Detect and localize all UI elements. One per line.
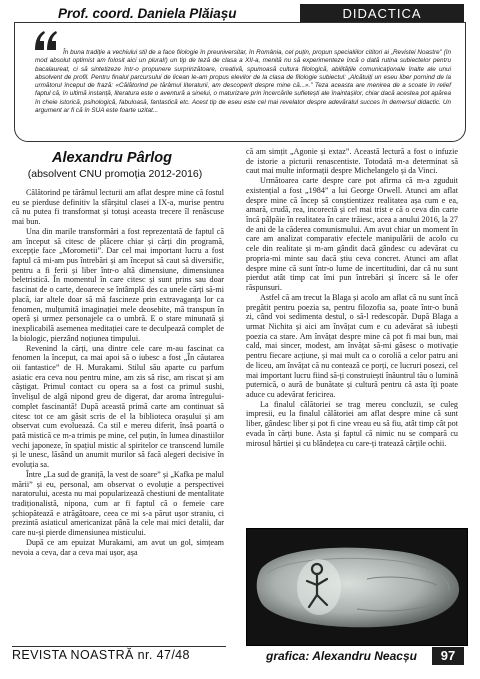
quote-mark-icon [32,28,60,52]
footer-divider [12,646,226,647]
article-column-left [12,188,224,557]
paragraph: Următoarea carte despre care pot afirma că m-a zguduit existențial a fost „1984” a lui George Orwell. Atunci am aflat despre mine că încep să conștientizez realitatea așa cum e ea, amară, crudă, rea, incorectă și cel mai trist e că o ceva din carte încă pâlpăie în realitatea în care trăiesc, acea a anului 2016, la 27 de ani de la căderea comunismului. Am avut chiar un moment în care am analizat comparativ efectele manipulării de acolo cu cele din realitate și m-am gândit dacă gândesc cu adevărat cu propria-mi minte sau dacă știu ceva concret. Atunci am aflat despre mine că sunt într-o lume de incertitudini, dar că nu sunt pierdut atât timp cat îmi pun întrebări și încerc să le ofer răspunsuri. [246,176,458,293]
paragraph: Revenind la cărți, una dintre cele care m-au fascinat ca fenomen la început, ca mai apoi să o iubesc a fost „În căutarea oii fantastice” de H. Murakami. Stilul său aparte cu parfum asiatic era ceva nou pentru mine, am zis să risc, am riscat și am câștigat. Primul contact cu opera sa a fost ca primul sushi, învelișul de algă nipond greu de digerat, dar aroma întregului-complet fascinantă! După această primă carte am continuat să citesc tot ce am găsit scris de el la biblioteca orașului și am observat cum evoluează. Ca stil e mereu diferit, însă poartă o pată mistică ce m-a trimis pe mine, cel puțin, în lumea dinastiilor vechi japoneze, în spațiul mistic al spiritelor ce transcend lumile și le unesc, lăsând un anumit murilor să facă alegeri decisive în evoluția sa. [12,343,224,470]
intro-text: În buna tradiție a vechiului stil de a face filologie în preuniversitar, în România, cel puțin, propun specialiilor cititori ai „Revistei Noastre” (în mod absolut optimist am folosit aici un plural!) un tip de teză de clasa a XII-a, menită nu să experimenteze încă o dată rutina subiectelor pentru bacalaureat, ci să sintetizeze într-o propunere surprinzătoare, creativă, spumoasă cultura filologică, abilitățile comunicaționale înalte ale unui absolvent de profil. Pentru finalul parcursului de licean le-am propus elevilor de la clasa de filologie subiectul: „Alcătuiți un eseu liber pornind de la următorul început de frază: «Călătorind pe tărâmul literaturii, am descoperit despre mine că...».” Teza aceasta are menirea de a scoate în relief faptul că, în ultimă instanță, literatura este o aventură a sinelui, o maturizare prin încercările sufletești ale înaintașilor, chiar dacă acestea pot apărea în cheie istorică, psihologică, fabuloasă, fantastică etc. Acest tip de eseu este cel mai revelator despre adevăratul succes în demersul didactic. Un argument ar fi că în SUA este foarte uzitat... [35,49,451,114]
article-column-right [246,147,458,448]
paragraph: Călătorind pe tărâmul lecturii am aflat despre mine că fostul eu se pierduse definitiv la sfârșitul clasei a IX-a, murise pentru că nu putea fi transformat și totuși aceasta trecere îl renăscuse mai bun. [12,188,224,227]
paragraph: Una din marile transformări a fost reprezentată de faptul că am început să citesc de plăcere chiar și cărți din programă, excepție face „Morometii”. Dar cel mai important lucru a fost faptul că mi-am pus întrebări și am început să caut să diversific, pentru a fi ferii și liber într-o altă dimensiune, dimensiunea beletristică. În momentul în care citesc și sunt prins sau doar fascinat de o carte, deoarece se întâmplă des ca unele cărți să-mi placă, iar altele doar să mă fascineze prin extravaganța lor ca fenomen, mulțumită imaginației mele deosebite, mă transpun în operă și urmez personajele ca o umbră. E o stare minunată și inexplicabilă asemenea meditației care te deculpează complet de la biologic, pierzând noțiunea timpului. [12,226,224,343]
paragraph: Între „La sud de graniță, la vest de soare” și „Kafka pe malul mării” și eu, personal, am observat o evoluție a perspectivei naratorului, acesta nu mai popularizează chestiuni de mentalitate tradiționalistă, nipona, cum ar fi faptul că o femeie care șchiopătează e atrăgătoare, ceea ce mi s-a părut ușor straniu, ci prezintă asiaticul americanizat până la cele mai mici detalii, dar care nu-și pierde dimensiunea misticului. [12,469,224,538]
article-subtitle: (absolvent CNU promoția 2012-2016) [27,168,203,180]
intro-box [14,22,466,142]
paragraph: La finalul călătoriei se trag mereu concluzii, se culeg impresii, eu la finalul călătoriei am aflat despre mine că sunt liber, gândesc liber și pot fi cine vreau eu să fiu, atât timp cât pot evada în cărți bune. Asta și faptul că nimic nu se compară cu mirosul hârtiei și cu blândețea cu care-ți tratează cărțile ochii. [246,399,458,448]
paragraph: După ce am epuizat Murakami, am avut un gol, simțeam nevoia a ceva, dar a ceva mai ușor, așa [12,537,224,557]
fossil-artwork-image [246,528,468,646]
page-number: 97 [432,647,464,665]
graphics-credit: grafica: Alexandru Neacșu [266,649,417,663]
section-label: DIDACTICA [300,4,464,23]
author-heading: Prof. coord. Daniela Plăiașu [58,6,237,21]
paragraph: că am simțit „Agonie și extaz”. Această lectură a fost o infuzie de istorie a picturii renascentiste. Totodată m-a determinat să caut mai multe informații despre Michelangelo și da Vinci. [246,147,458,176]
article-title: Alexandru Pârlog [51,150,173,166]
paragraph: Astfel că am trecut la Blaga și acolo am aflat că nu sunt încă pregătit pentru poezia sa, pentru filozofia sa, poate într-o bună zi, când voi sedimenta destul, o să-l redescopăr. După Blaga a urmat Nichita și aici am învățat cum e cu adevărat să iubești poezia ca stare. Am învățat despre mine că pot fi mai bun, mai cald, mai sincer, modest, am învățat să-mi găsesc o motivație pentru fiecare acțiune, și mai mult ca o coroliă a celor patru ani de liceu, am învățat că nu contează ce porți, ce lucruri posezi, cel mai important lucru fiind să-ți construiești înăuntrul tău o lumină puternică, o aură de bunătate și cultură pentru că asta îți poate aduce cu adevărat fericirea. [246,292,458,399]
journal-footer: REVISTA NOASTRĂ nr. 47/48 [12,648,190,662]
